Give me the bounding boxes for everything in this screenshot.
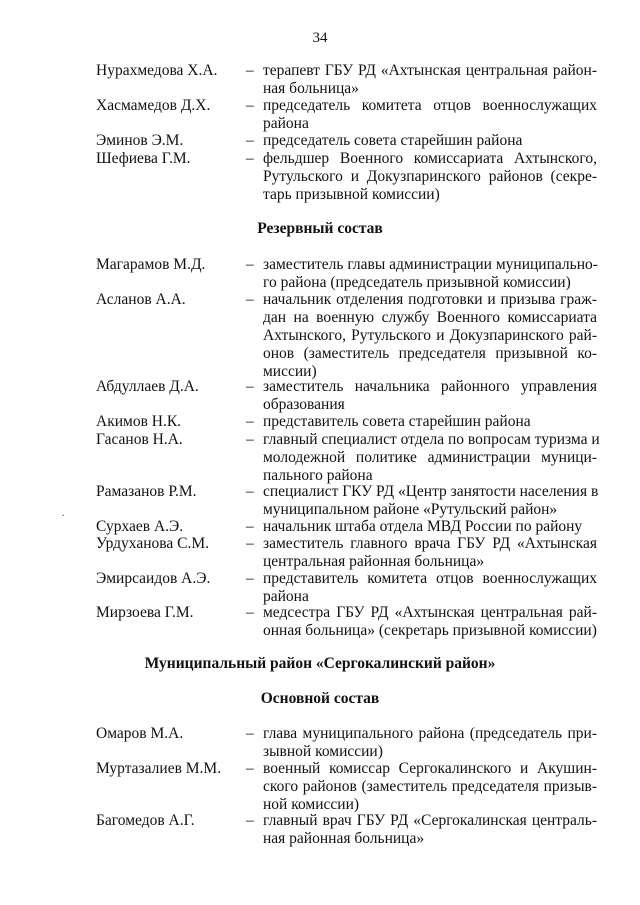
member-name: Шефиева Г.М. [96, 150, 191, 167]
dash: – [246, 570, 254, 587]
position-line: заместитель главного врача ГБУ РД «Ахтынская [263, 535, 597, 552]
member-name: Рамазанов Р.М. [96, 483, 197, 500]
member-position [263, 518, 597, 536]
dash: – [246, 62, 254, 79]
position-line: миссии) [263, 363, 317, 380]
section-heading-reserve: Резервный состав [257, 220, 383, 237]
member-position [263, 291, 597, 381]
position-line: заместитель главы администрации муниципально- [263, 256, 598, 273]
dash: – [246, 132, 254, 149]
member-name: Нурахмедова Х.А. [96, 62, 218, 79]
member-name: Магарамов М.Д. [96, 256, 206, 273]
member-name: Гасанов Н.А. [96, 431, 183, 448]
member-name: Асланов А.А. [96, 291, 186, 308]
member-name: Муртазалиев М.М. [96, 760, 222, 777]
position-line: начальник штаба отдела МВД России по району [263, 518, 583, 535]
member-position [263, 570, 597, 606]
member-name: Эмирсаидов А.Э. [96, 570, 211, 587]
member-name: Эминов Э.М. [96, 132, 184, 149]
member-position [263, 725, 597, 761]
dash: – [246, 604, 254, 621]
dash: – [246, 812, 254, 829]
position-line: Рутульского и Докузпаринского районов (секре- [263, 168, 597, 185]
position-line: представитель совета старейшин района [263, 413, 531, 430]
position-line: тарь призывной комиссии) [263, 186, 440, 203]
position-line: зывной комиссии) [263, 743, 383, 760]
dash: – [246, 725, 254, 742]
position-line: специалист ГКУ РД «Центр занятости населения в [263, 483, 599, 500]
position-line: председатель совета старейшин района [263, 132, 523, 149]
position-line: района [263, 588, 309, 605]
dash: – [246, 518, 254, 535]
member-name: Акимов Н.К. [96, 413, 182, 430]
member-name: Мирзоева Г.М. [96, 604, 194, 621]
position-line: главный врач ГБУ РД «Сергокалинская централь- [263, 812, 597, 829]
member-position [263, 535, 597, 571]
member-name: Хасмамедов Д.Х. [96, 97, 211, 114]
section-heading-main: Основной состав [260, 690, 380, 707]
member-position [263, 413, 597, 431]
position-line: онная больница» (секретарь призывной комиссии) [263, 622, 597, 639]
dash: – [246, 291, 254, 308]
dash: – [246, 378, 254, 395]
position-line: дан на военную службу Военного комиссариата [263, 309, 597, 326]
position-line: главный специалист отдела по вопросам туризма и [263, 431, 600, 448]
dash: – [246, 413, 254, 430]
margin-mark: · [61, 508, 65, 522]
member-position [263, 431, 600, 485]
member-position [263, 812, 597, 848]
member-position [263, 256, 597, 292]
position-line: образования [263, 396, 345, 413]
member-position [263, 62, 597, 98]
member-position [263, 150, 597, 204]
member-name: Сурхаев А.Э. [96, 518, 184, 535]
position-line: ная районная больница» [263, 830, 425, 847]
position-line: начальник отделения подготовки и призыва граж- [263, 291, 597, 308]
page-number: 34 [312, 30, 328, 46]
dash: – [246, 535, 254, 552]
position-line: центральная районная больница» [263, 553, 485, 570]
position-line: военный комиссар Сергокалинского и Акушин- [263, 760, 597, 777]
dash: – [246, 760, 254, 777]
position-line: района [263, 115, 309, 132]
member-name: Абдуллаев Д.А. [96, 378, 199, 395]
member-position [263, 760, 597, 814]
member-position [263, 483, 597, 519]
position-line: медсестра ГБУ РД «Ахтынская центральная рай- [263, 604, 597, 621]
position-line: молодежной политике администрации муници- [263, 449, 597, 466]
dash: – [246, 483, 254, 500]
position-line: заместитель начальника районного управления [263, 378, 597, 395]
member-position [263, 132, 597, 150]
position-line: ной комиссии) [263, 796, 360, 813]
member-position [263, 97, 597, 133]
position-line: ского районов (заместитель председателя призыв- [263, 778, 597, 795]
position-line: ная больница» [263, 80, 359, 97]
member-position [263, 604, 597, 640]
member-name: Урдуханова С.М. [96, 535, 210, 552]
position-line: терапевт ГБУ РД «Ахтынская центральная район- [263, 62, 597, 79]
position-line: онов (заместитель председателя призывной ко- [263, 345, 597, 362]
position-line: фельдшер Военного комиссариата Ахтынского, [263, 150, 597, 167]
member-name: Багомедов А.Г. [96, 812, 195, 829]
member-position [263, 378, 597, 414]
position-line: Ахтынского, Рутульского и Докузпаринского рай- [263, 327, 597, 344]
position-line: председатель комитета отцов военнослужащих [263, 97, 597, 114]
dash: – [246, 431, 254, 448]
position-line: го района (председатель призывной комиссии) [263, 274, 571, 291]
position-line: пального района [263, 467, 373, 484]
member-name: Омаров М.А. [96, 725, 184, 742]
position-line: глава муниципального района (председатель при- [263, 725, 597, 742]
position-line: муниципальном районе «Рутульский район» [263, 501, 558, 518]
dash: – [246, 256, 254, 273]
position-line: представитель комитета отцов военнослужащих [263, 570, 597, 587]
section-heading-district: Муниципальный район «Сергокалинский район» [144, 655, 496, 672]
dash: – [246, 97, 254, 114]
dash: – [246, 150, 254, 167]
